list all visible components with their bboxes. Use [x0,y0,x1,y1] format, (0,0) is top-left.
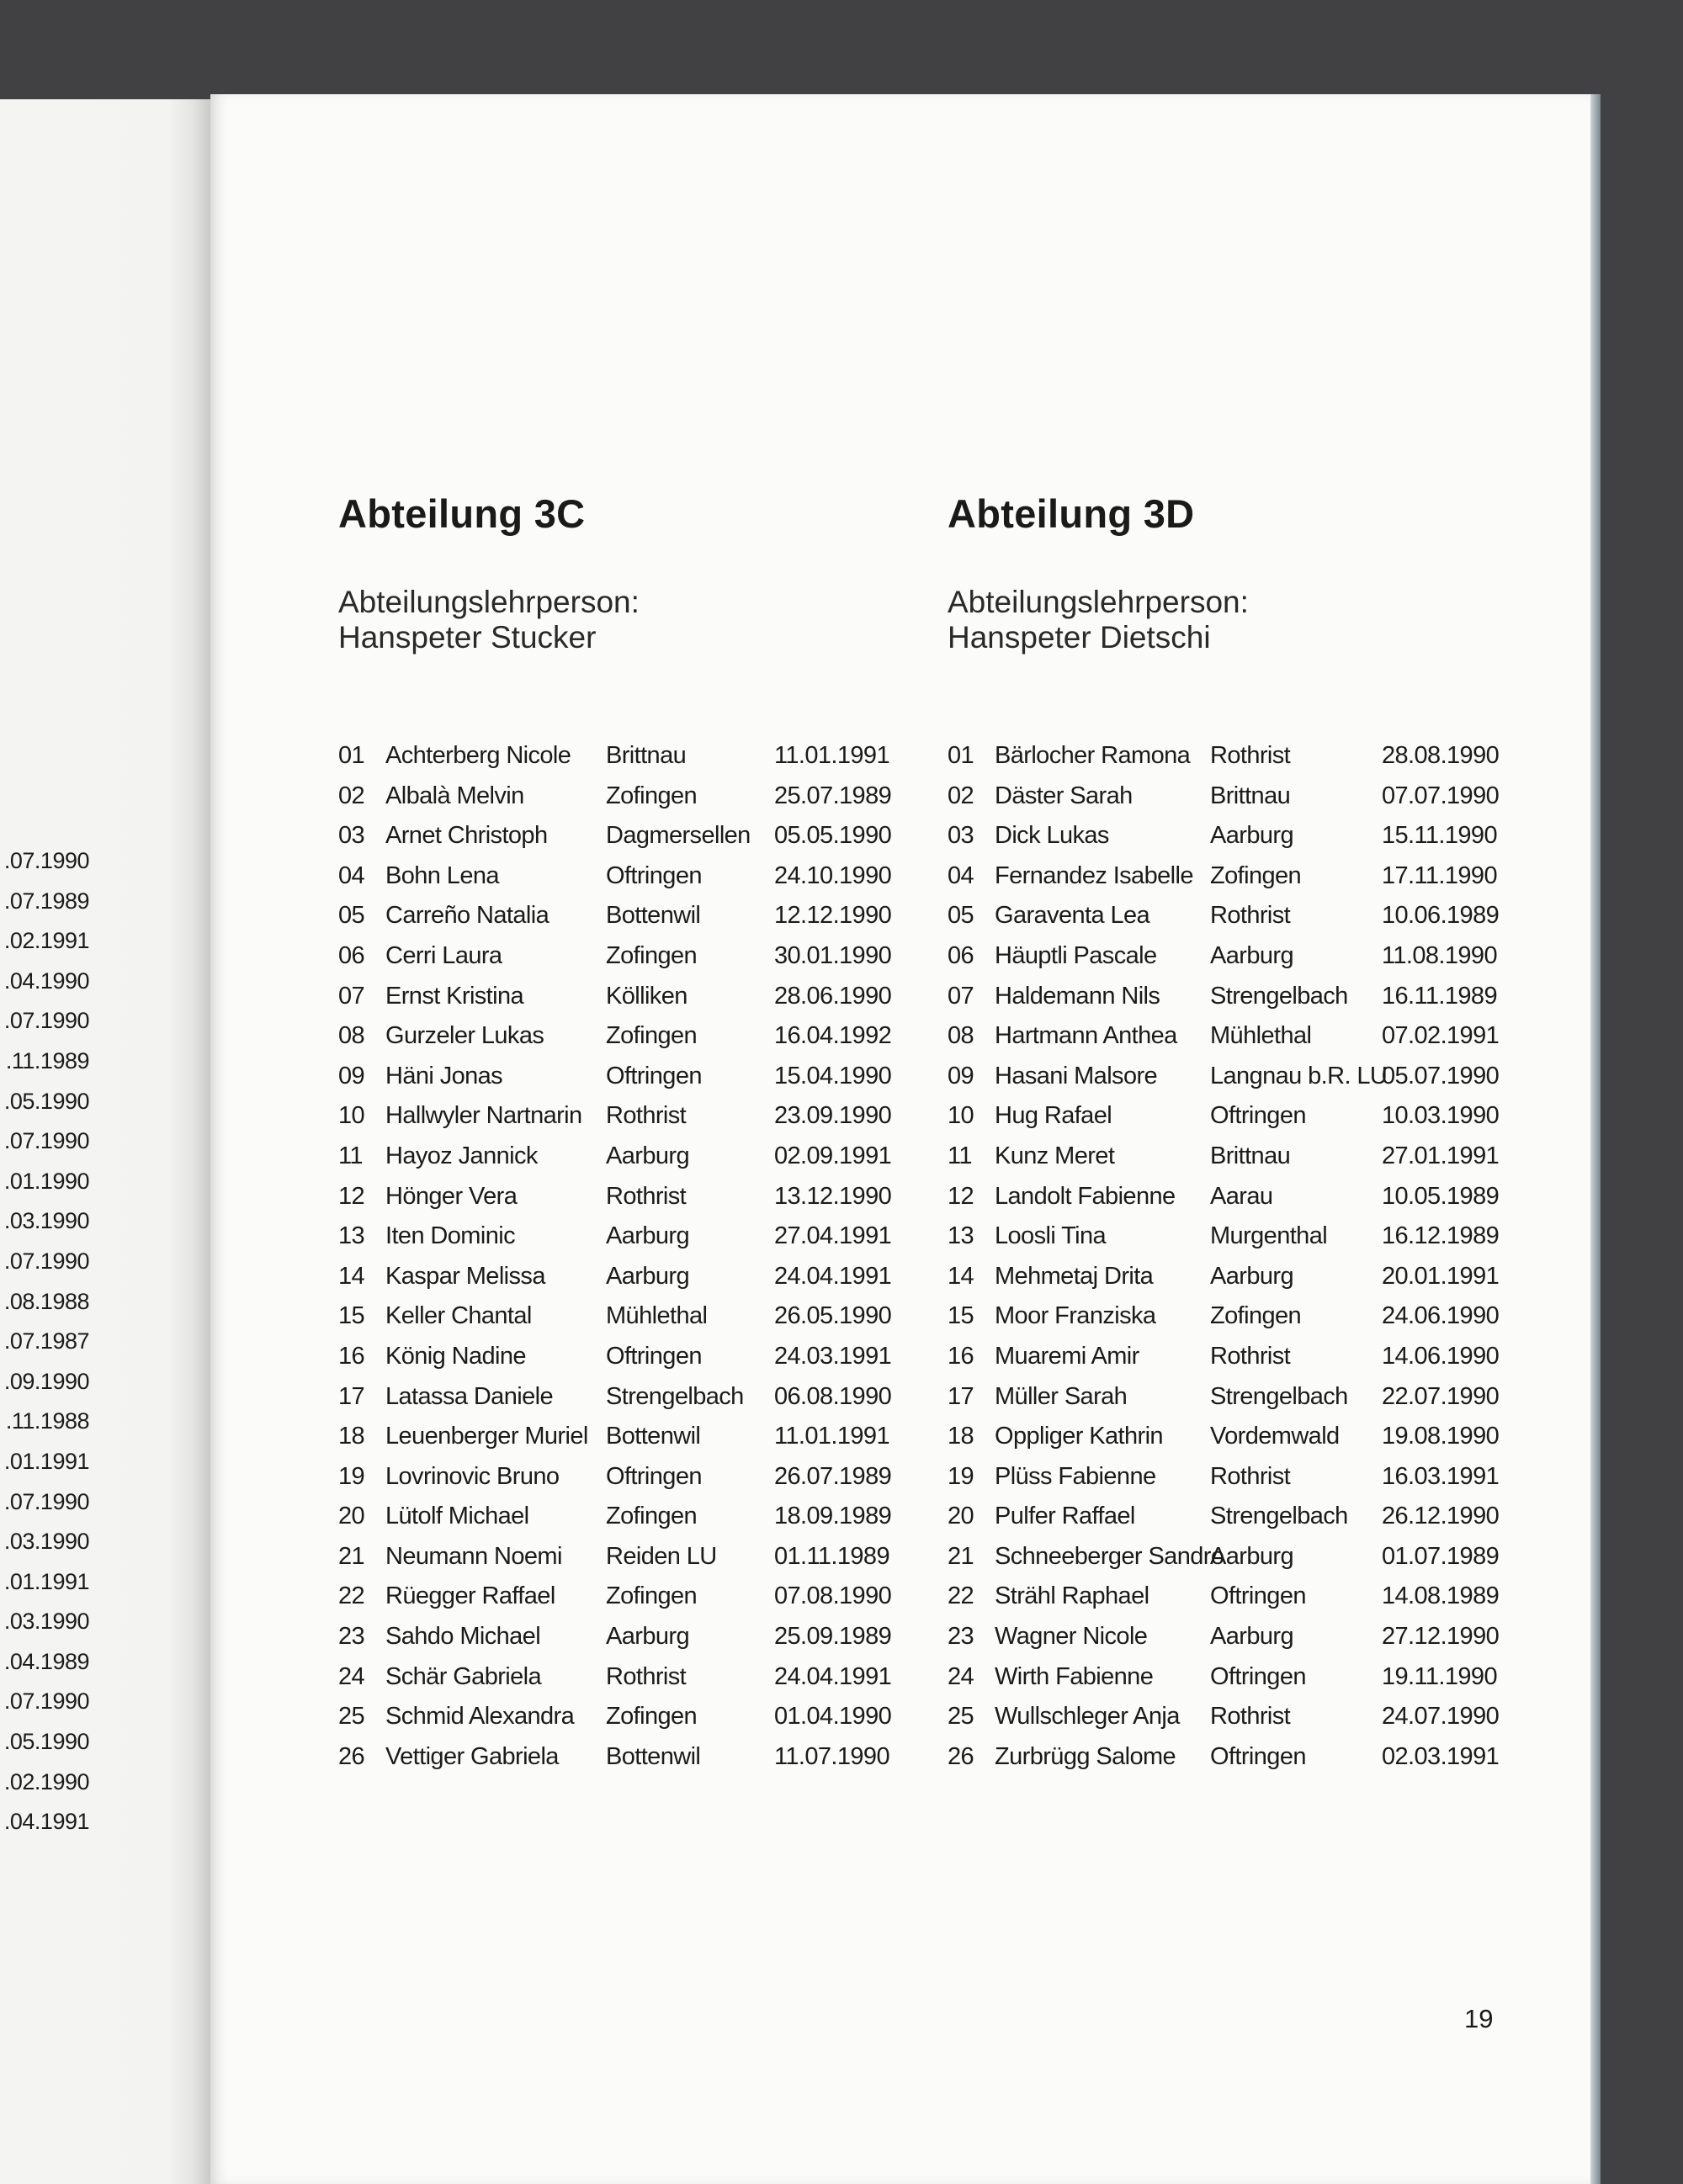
student-date: 17.11.1990 [1382,861,1497,889]
student-date: 24.07.1990 [1382,1703,1500,1731]
student-place: Oftringen [1210,1582,1306,1610]
left-page-date: .02.1990 [3,1768,89,1794]
student-number: 20 [948,1503,974,1530]
student-date: 24.04.1991 [774,1262,892,1290]
left-page [0,99,210,2184]
student-number: 18 [338,1423,365,1450]
student-place: Zofingen [606,1503,698,1530]
left-page-date: .07.1990 [3,1248,89,1274]
student-row [948,1694,1537,1735]
student-date: 28.06.1990 [774,982,892,1010]
student-name: Zurbrügg Salome [995,1742,1176,1770]
student-name: Iten Dominic [385,1222,515,1250]
student-name: Hartmann Anthea [995,1022,1177,1050]
student-place: Aarburg [1210,941,1293,969]
student-date: 27.04.1991 [774,1222,892,1250]
student-row [948,1735,1537,1775]
left-page-date: .07.1989 [3,888,89,914]
student-row [338,814,927,854]
student-number: 19 [338,1462,365,1490]
student-date: 18.09.1989 [774,1503,892,1530]
student-number: 22 [338,1582,365,1610]
student-date: 11.07.1990 [774,1742,889,1770]
student-date: 26.05.1990 [774,1302,892,1330]
left-page-date: .07.1987 [3,1328,89,1354]
student-place: Aarburg [1210,1262,1293,1290]
student-place: Rothrist [1210,742,1291,769]
student-place: Rothrist [1210,1462,1291,1490]
student-name: Mehmetaj Drita [995,1262,1154,1290]
student-place: Aarburg [606,1262,689,1290]
left-page-date: .11.1988 [5,1408,89,1434]
student-row [338,774,927,814]
student-date: 22.07.1990 [1382,1382,1500,1410]
student-number: 13 [338,1222,365,1250]
student-name: Landolt Fabienne [995,1182,1176,1210]
student-number: 02 [338,782,365,809]
student-name: Wagner Nicole [995,1623,1148,1651]
student-name: Häni Jonas [385,1062,503,1089]
student-row [948,1494,1537,1535]
student-name: Loosli Tina [995,1222,1107,1250]
student-name: Schmid Alexandra [385,1703,575,1731]
student-list [948,734,1537,1774]
student-date: 02.03.1991 [1382,1742,1500,1770]
left-page-date: .03.1990 [3,1609,89,1635]
student-row [338,1014,927,1054]
student-name: Carreño Natalia [385,902,549,930]
student-place: Mühlethal [606,1302,708,1330]
student-place: Strengelbach [606,1382,744,1410]
student-number: 14 [948,1262,974,1290]
student-name: Häuptli Pascale [995,941,1157,969]
student-place: Brittnau [1210,782,1291,809]
student-number: 01 [948,742,974,769]
student-name: Arnet Christoph [385,822,548,850]
student-date: 01.11.1989 [774,1542,889,1570]
student-number: 16 [338,1342,365,1370]
student-place: Zofingen [1210,1302,1302,1330]
student-row [948,1174,1537,1215]
teacher-label: Abteilungslehrperson: [338,585,640,619]
student-date: 27.01.1991 [1382,1142,1500,1169]
student-name: Moor Franziska [995,1302,1156,1330]
student-number: 09 [338,1062,365,1089]
student-row [338,1574,927,1614]
left-page-date: .01.1990 [3,1168,89,1194]
student-number: 03 [948,822,974,850]
student-place: Vordemwald [1210,1423,1340,1450]
student-number: 15 [338,1302,365,1330]
student-date: 01.07.1989 [1382,1542,1500,1570]
student-name: Gurzeler Lukas [385,1022,544,1050]
student-place: Dagmersellen [606,822,751,850]
student-name: Hasani Malsore [995,1062,1158,1089]
student-place: Oftringen [1210,1102,1306,1130]
student-number: 04 [948,861,974,889]
student-date: 14.06.1990 [1382,1342,1500,1370]
student-number: 24 [338,1662,365,1690]
student-name: Pulfer Raffael [995,1503,1135,1530]
student-row [338,1294,927,1334]
student-place: Aarburg [1210,1542,1293,1570]
left-page-date-column [0,841,89,1842]
student-row [948,814,1537,854]
student-name: Wullschleger Anja [995,1703,1180,1731]
student-date: 15.04.1990 [774,1062,892,1089]
student-number: 25 [338,1703,365,1731]
student-row [338,1254,927,1295]
page-edge [1590,94,1601,2184]
student-date: 14.08.1989 [1382,1582,1500,1610]
student-date: 07.08.1990 [774,1582,892,1610]
student-number: 07 [338,982,365,1010]
student-row [948,774,1537,814]
student-name: Albalà Melvin [385,782,524,809]
student-date: 12.12.1990 [774,902,892,930]
student-place: Strengelbach [1210,1382,1348,1410]
student-place: Rothrist [1210,1342,1291,1370]
student-name: Sahdo Michael [385,1623,541,1651]
student-number: 26 [338,1742,365,1770]
student-row [948,1094,1537,1134]
student-name: Schär Gabriela [385,1662,542,1690]
student-row [948,1294,1537,1334]
student-row [338,1174,927,1215]
student-row [338,974,927,1015]
student-name: Schneeberger Sandro [995,1542,1224,1570]
student-date: 13.12.1990 [774,1182,892,1210]
student-name: Bärlocher Ramona [995,742,1191,769]
student-row [948,1574,1537,1614]
student-row [948,1334,1537,1375]
student-number: 08 [338,1022,365,1050]
page-number: 19 [1464,2004,1494,2033]
student-number: 13 [948,1222,974,1250]
left-page-date: .03.1990 [3,1208,89,1234]
student-row [338,1494,927,1535]
student-row [338,1414,927,1455]
student-number: 10 [948,1102,974,1130]
student-name: Strähl Raphael [995,1582,1149,1610]
left-page-date: .03.1990 [3,1529,89,1555]
student-place: Oftringen [606,1462,702,1490]
student-date: 25.07.1989 [774,782,892,809]
teacher-name: Hanspeter Dietschi [948,620,1211,655]
student-date: 24.06.1990 [1382,1302,1500,1330]
student-number: 04 [338,861,365,889]
left-page-date: .07.1990 [3,1008,89,1034]
student-number: 03 [338,822,365,850]
student-place: Bottenwil [606,902,701,930]
student-row [948,1134,1537,1174]
student-place: Brittnau [606,742,687,769]
student-name: Vettiger Gabriela [385,1742,559,1770]
student-place: Rothrist [1210,902,1291,930]
student-row [948,1455,1537,1495]
student-number: 05 [948,902,974,930]
student-place: Bottenwil [606,1423,701,1450]
student-date: 10.05.1989 [1382,1182,1500,1210]
teacher-label: Abteilungslehrperson: [948,585,1249,619]
left-page-date: .04.1989 [3,1648,89,1674]
student-date: 01.04.1990 [774,1703,892,1731]
student-row [338,1214,927,1254]
student-place: Aarburg [1210,1623,1293,1651]
student-date: 07.07.1990 [1382,782,1500,809]
left-page-date: .07.1990 [3,1488,89,1514]
student-number: 16 [948,1342,974,1370]
student-number: 24 [948,1662,974,1690]
student-date: 07.02.1991 [1382,1022,1500,1050]
student-date: 24.03.1991 [774,1342,892,1370]
student-row [338,1535,927,1575]
student-place: Aarburg [606,1222,689,1250]
student-date: 16.03.1991 [1382,1462,1500,1490]
student-name: Neumann Noemi [385,1542,562,1570]
student-place: Zofingen [606,1022,698,1050]
teacher-name: Hanspeter Stucker [338,620,597,655]
student-name: Müller Sarah [995,1382,1128,1410]
section-heading: Abteilung 3D [948,491,1195,536]
student-number: 02 [948,782,974,809]
student-place: Reiden LU [606,1542,717,1570]
student-place: Oftringen [606,861,702,889]
left-page-date: .08.1988 [3,1288,89,1314]
student-row [338,854,927,894]
student-place: Zofingen [606,1703,698,1731]
student-name: Rüegger Raffael [385,1582,555,1610]
student-row [948,1054,1537,1095]
student-place: Aarburg [606,1623,689,1651]
student-row [338,1054,927,1095]
student-place: Oftringen [606,1062,702,1089]
left-page-date: .01.1991 [3,1568,89,1594]
student-row [948,1014,1537,1054]
left-page-date: .09.1990 [3,1368,89,1394]
student-date: 16.04.1992 [774,1022,892,1050]
student-number: 06 [948,941,974,969]
student-place: Zofingen [606,782,698,809]
left-page-date: .02.1991 [3,928,89,954]
student-name: Wirth Fabienne [995,1662,1154,1690]
student-date: 11.08.1990 [1382,941,1497,969]
student-row [338,934,927,974]
student-date: 25.09.1989 [774,1623,892,1651]
student-name: Dick Lukas [995,822,1109,850]
student-list [338,734,927,1774]
student-number: 18 [948,1423,974,1450]
student-number: 01 [338,742,365,769]
student-number: 25 [948,1703,974,1731]
student-number: 19 [948,1462,974,1490]
student-place: Zofingen [606,941,698,969]
student-place: Zofingen [606,1582,698,1610]
student-row [338,893,927,934]
student-place: Oftringen [1210,1662,1306,1690]
student-name: Fernandez Isabelle [995,861,1193,889]
student-place: Oftringen [1210,1742,1306,1770]
student-place: Kölliken [606,982,688,1010]
student-place: Murgenthal [1210,1222,1328,1250]
student-name: Lovrinovic Bruno [385,1462,560,1490]
student-date: 16.11.1989 [1382,982,1497,1010]
student-row [948,854,1537,894]
student-row [338,1334,927,1375]
student-number: 20 [338,1503,365,1530]
student-name: Haldemann Nils [995,982,1160,1010]
left-page-date: .01.1991 [3,1448,89,1474]
student-number: 05 [338,902,365,930]
student-name: Latassa Daniele [385,1382,553,1410]
student-row [948,1214,1537,1254]
student-row [948,1535,1537,1575]
student-name: Muaremi Amir [995,1342,1139,1370]
student-place: Mühlethal [1210,1022,1312,1050]
student-row [948,974,1537,1015]
student-name: Keller Chantal [385,1302,532,1330]
student-place: Oftringen [606,1342,702,1370]
student-number: 17 [948,1382,974,1410]
student-number: 07 [948,982,974,1010]
student-number: 08 [948,1022,974,1050]
student-date: 06.08.1990 [774,1382,892,1410]
student-number: 10 [338,1102,365,1130]
student-row [948,1254,1537,1295]
student-place: Rothrist [606,1662,687,1690]
student-date: 24.10.1990 [774,861,892,889]
student-row [338,734,927,774]
student-row [948,734,1537,774]
student-number: 11 [948,1142,972,1169]
student-place: Aarburg [1210,822,1293,850]
student-name: Hug Rafael [995,1102,1112,1130]
student-name: König Nadine [385,1342,526,1370]
student-place: Langnau b.R. LU [1210,1062,1388,1089]
student-number: 26 [948,1742,974,1770]
student-date: 05.07.1990 [1382,1062,1500,1089]
student-date: 27.12.1990 [1382,1623,1500,1651]
student-place: Zofingen [1210,861,1302,889]
student-number: 15 [948,1302,974,1330]
student-place: Brittnau [1210,1142,1291,1169]
left-page-date: .07.1990 [3,848,89,873]
student-date: 24.04.1991 [774,1662,892,1690]
student-row [338,1735,927,1775]
student-name: Hayoz Jannick [385,1142,538,1169]
student-row [948,934,1537,974]
left-page-date: .11.1989 [5,1047,89,1073]
student-name: Plüss Fabienne [995,1462,1156,1490]
student-row [948,1614,1537,1655]
student-date: 10.03.1990 [1382,1102,1500,1130]
student-row [948,1375,1537,1415]
student-row [338,1375,927,1415]
student-row [338,1455,927,1495]
section-heading: Abteilung 3C [338,491,586,536]
student-number: 14 [338,1262,365,1290]
student-date: 11.01.1991 [774,742,889,769]
left-page-date: .05.1990 [3,1729,89,1755]
student-number: 23 [338,1623,365,1651]
left-page-date: .07.1990 [3,1128,89,1154]
student-date: 28.08.1990 [1382,742,1500,769]
student-number: 06 [338,941,365,969]
student-number: 17 [338,1382,365,1410]
left-page-date: .07.1990 [3,1688,89,1715]
student-place: Aarburg [606,1142,689,1169]
student-date: 10.06.1989 [1382,902,1500,930]
student-row [338,1614,927,1655]
student-date: 05.05.1990 [774,822,892,850]
student-date: 30.01.1990 [774,941,892,969]
student-place: Rothrist [1210,1703,1291,1731]
student-row [338,1094,927,1134]
student-row [948,1414,1537,1455]
student-name: Lütolf Michael [385,1503,529,1530]
student-row [948,1655,1537,1695]
left-page-date: .05.1990 [3,1088,89,1114]
student-date: 19.08.1990 [1382,1423,1500,1450]
student-date: 20.01.1991 [1382,1262,1500,1290]
student-place: Rothrist [606,1102,687,1130]
student-number: 21 [948,1542,974,1570]
student-name: Däster Sarah [995,782,1133,809]
student-date: 23.09.1990 [774,1102,892,1130]
student-name: Kaspar Melissa [385,1262,545,1290]
student-row [338,1134,927,1174]
student-number: 12 [948,1182,974,1210]
student-row [948,893,1537,934]
student-name: Leuenberger Muriel [385,1423,588,1450]
student-place: Strengelbach [1210,1503,1348,1530]
student-number: 23 [948,1623,974,1651]
student-date: 02.09.1991 [774,1142,892,1169]
student-name: Kunz Meret [995,1142,1115,1169]
student-number: 21 [338,1542,365,1570]
student-name: Hönger Vera [385,1182,518,1210]
student-row [338,1694,927,1735]
student-date: 16.12.1989 [1382,1222,1500,1250]
student-date: 26.07.1989 [774,1462,892,1490]
student-number: 09 [948,1062,974,1089]
student-place: Strengelbach [1210,982,1348,1010]
student-date: 15.11.1990 [1382,822,1497,850]
student-number: 22 [948,1582,974,1610]
student-name: Hallwyler Nartnarin [385,1102,582,1130]
student-name: Bohn Lena [385,861,499,889]
student-row [338,1655,927,1695]
left-page-date: .04.1991 [3,1809,89,1835]
student-number: 11 [338,1142,363,1169]
student-date: 19.11.1990 [1382,1662,1497,1690]
left-page-date: .04.1990 [3,967,89,994]
student-name: Garaventa Lea [995,902,1150,930]
student-name: Cerri Laura [385,941,502,969]
student-date: 11.01.1991 [774,1423,889,1450]
student-name: Oppliger Kathrin [995,1423,1163,1450]
student-date: 26.12.1990 [1382,1503,1500,1530]
student-number: 12 [338,1182,365,1210]
student-place: Bottenwil [606,1742,701,1770]
student-name: Ernst Kristina [385,982,524,1010]
student-place: Rothrist [606,1182,687,1210]
student-name: Achterberg Nicole [385,742,571,769]
student-place: Aarau [1210,1182,1273,1210]
